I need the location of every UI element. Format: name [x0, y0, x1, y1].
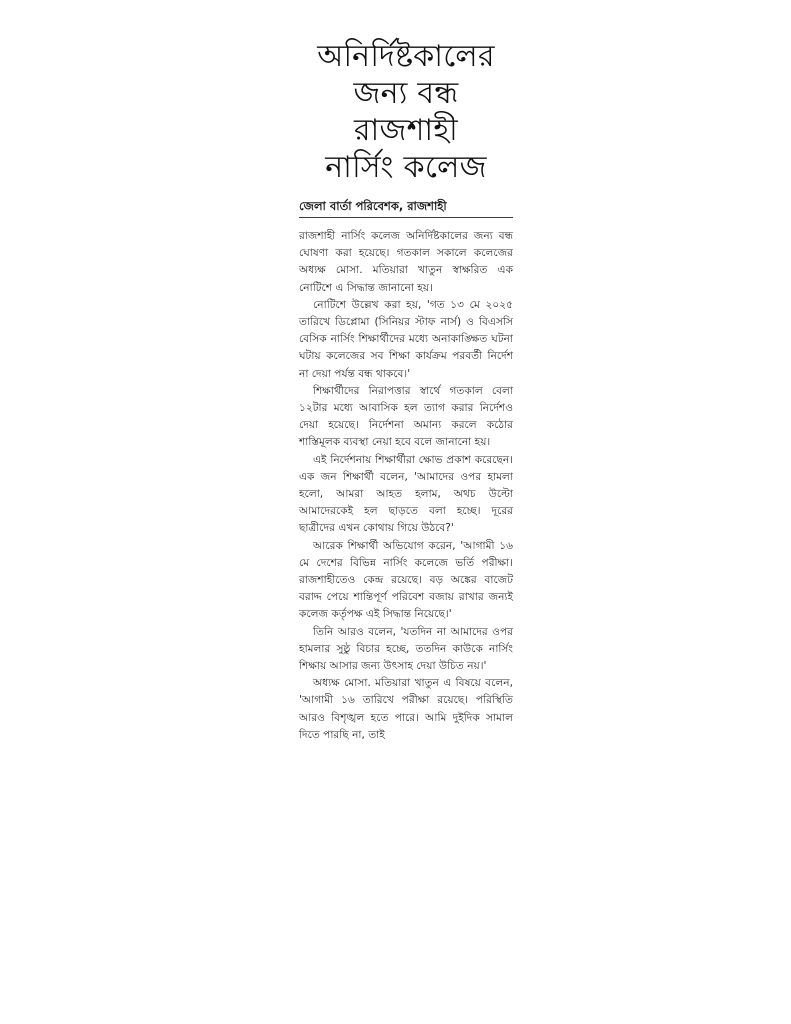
headline-line-2: জন্য বন্ধ রাজশাহী: [353, 76, 459, 148]
article-paragraph: আরেক শিক্ষার্থী অভিযোগ করেন, 'আগামী ১৬ মে দেশের বিভিন্ন নার্সিং কলেজে ভর্তি পরীক্ষা। রাজশাহীতেও কেন্দ্র রয়েছে। বড় অঙ্কের বাজেট বরাদ্দ পেয়ে শান্তিপূর্ণ পরিবেশ বজায় রাখার জন্যই কলেজ কর্তৃপক্ষ এই সিদ্ধান্ত নিয়েছে।': [299, 539, 513, 621]
article-paragraph: নোটিশে উল্লেখ করা হয়, 'গত ১৩ মে ২০২৫ তারিখে ডিপ্লোমা (সিনিয়র স্টাফ নার্স) ও বিএসসি বেসিক নার্সিং শিক্ষার্থীদের মধ্যে অনাকাঙ্ক্ষিত ঘটনা ঘটায় কলেজের সব শিক্ষা কার্যক্রম পরবর্তী নির্দেশ না দেয়া পর্যন্ত বন্ধ থাকবে।': [299, 298, 513, 380]
article-paragraph: রাজশাহী নার্সিং কলেজ অনির্দিষ্টকালের জন্য বন্ধ ঘোষণা করা হয়েছে। গতকাল সকালে কলেজের অধ্যক্ষ মোসা. মতিয়ারা খাতুন স্বাক্ষরিত এক নোটিশে এ সিদ্ধান্ত জানানো হয়।: [299, 230, 513, 294]
article-paragraph: তিনি আরও বলেন, 'যতদিন না আমাদের ওপর হামলার সুষ্ঠু বিচার হচ্ছে, ততদিন কাউকে নার্সিং শিক্ষায় আসার জন্য উৎসাহ দেয়া উচিত নয়।': [299, 625, 513, 673]
article-paragraph: অধ্যক্ষ মোসা. মতিয়ারা খাতুন এ বিষয়ে বলেন, 'আগামী ১৬ তারিখে পরীক্ষা রয়েছে। পরিস্থিতি আরও বিশৃঙ্খল হতে পারে। আমি দুইদিক সামাল দিতে পারছি না, তাই: [299, 677, 513, 741]
news-article: [299, 38, 513, 744]
article-byline: জেলা বার্তা পরিবেশক, রাজশাহী: [299, 198, 513, 218]
article-headline: [299, 38, 513, 186]
headline-line-1: অনির্দিষ্টকালের: [317, 39, 495, 74]
headline-line-3: নার্সিং কলেজ: [325, 150, 487, 185]
article-paragraph: শিক্ষার্থীদের নিরাপত্তার স্বার্থে গতকাল বেলা ১২টার মধ্যে আবাসিক হল ত্যাগ করার নির্দেশও দেয়া হয়েছে। নির্দেশনা অমান্য করলে কঠোর শাস্তিমূলক ব্যবস্থা নেয়া হবে বলে জানানো হয়।: [299, 384, 513, 449]
article-paragraph: এই নির্দেশনায় শিক্ষার্থীরা ক্ষোভ প্রকাশ করেছেন। এক জন শিক্ষার্থী বলেন, 'আমাদের ওপর হামলা হলো, আমরা আহত হলাম, অথচ উল্টো আমাদেরকেই হল ছাড়তে বলা হচ্ছে। দূরের ছাত্রীদের এখন কোথায় গিয়ে উঠবে?': [299, 453, 513, 535]
article-body: [299, 228, 513, 744]
